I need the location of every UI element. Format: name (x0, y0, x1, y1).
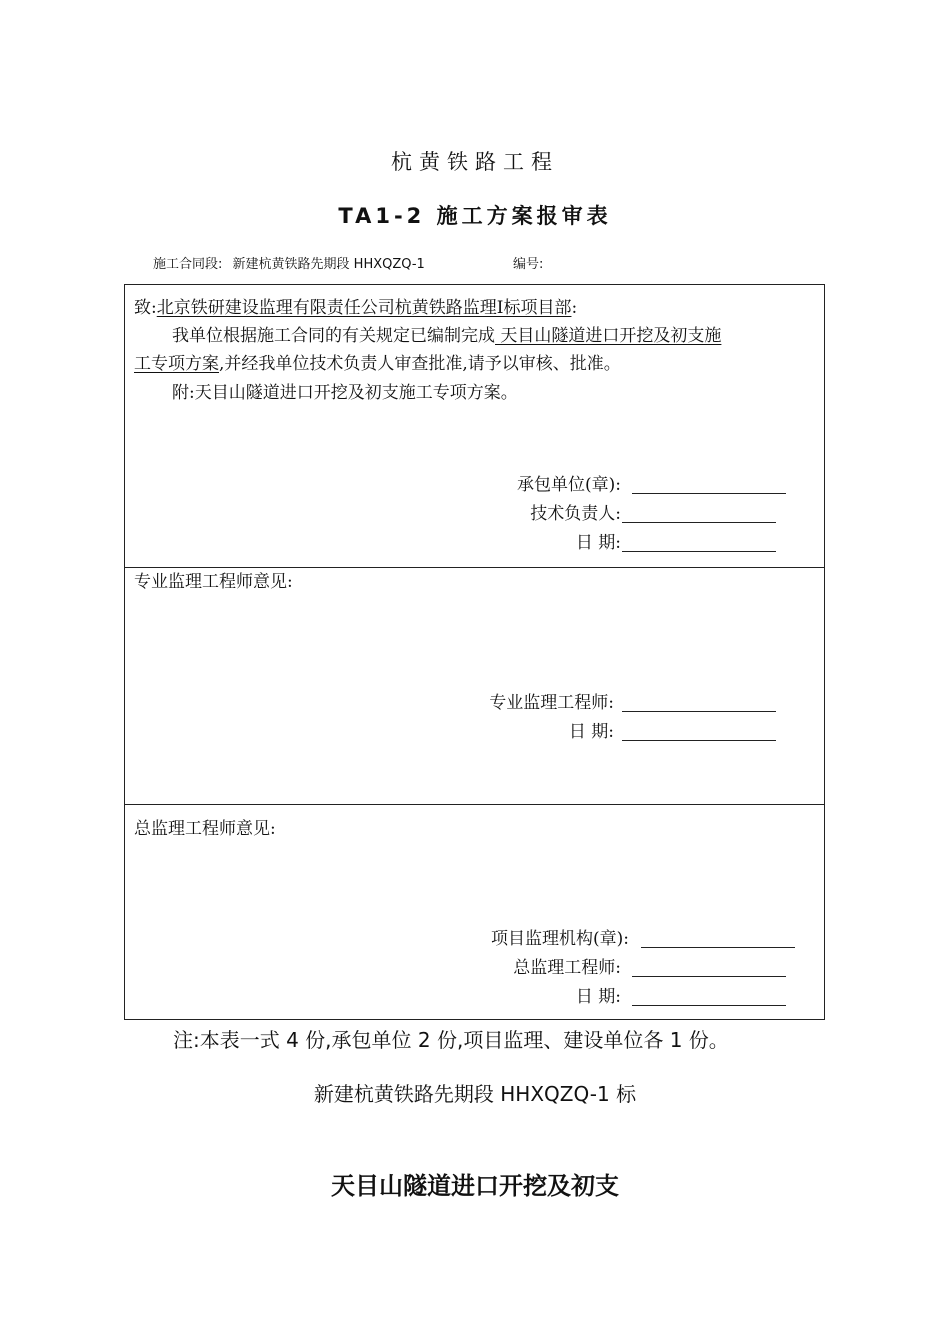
submission-date-line (622, 551, 776, 552)
contractor-seal-line (632, 493, 786, 494)
to-label: 致: (134, 298, 157, 318)
project-title: 杭黄铁路工程 (391, 150, 559, 174)
chief-engineer-line (632, 976, 786, 977)
submission-body-line1 (172, 322, 721, 351)
contract-section (153, 253, 425, 272)
form-number-label: 编号: (513, 257, 544, 272)
submission-date-label: 日 期: (575, 533, 621, 553)
body-prefix: 我单位根据施工合同的有关规定已编制完成 (172, 326, 495, 346)
specialist-opinion-heading: 专业监理工程师意见: (134, 572, 293, 592)
submission-body-line2 (134, 350, 621, 379)
approval-form-table (124, 284, 825, 1020)
addressee-line (134, 294, 577, 323)
body-suffix: ,并经我单位技术负责人审查批准,请予以审核、批准。 (219, 354, 621, 374)
contractor-seal-label: 承包单位(章): (517, 475, 621, 495)
recipient-name: 北京铁研建设监理有限责任公司杭黄铁路监理Ⅰ标项目部 (156, 298, 572, 318)
chief-engineer-label: 总监理工程师: (513, 958, 621, 978)
plan-name-part2: 工专项方案 (134, 354, 219, 374)
attachment-line: 附:天目山隧道进口开挖及初支施工专项方案。 (172, 383, 518, 403)
specialist-engineer-line (622, 711, 776, 712)
tech-lead-label: 技术负责人: (530, 504, 621, 524)
section-divider (125, 804, 824, 805)
specialist-date-label: 日 期: (568, 722, 614, 742)
form-title: TA1-2 施工方案报审表 (338, 204, 612, 228)
specialist-date-line (622, 740, 776, 741)
contract-value: 新建杭黄铁路先期段 HHXQZQ-1 (232, 257, 425, 272)
section-name: 新建杭黄铁路先期段 HHXQZQ-1 标 (313, 1082, 637, 1106)
supervision-agency-line (641, 947, 795, 948)
chief-date-line (632, 1005, 786, 1006)
plan-title: 天目山隧道进口开挖及初支 (331, 1172, 619, 1200)
specialist-engineer-label: 专业监理工程师: (489, 693, 614, 713)
form-footnote: 注:本表一式 4 份,承包单位 2 份,项目监理、建设单位各 1 份。 (173, 1028, 729, 1052)
recipient-colon: : (571, 298, 578, 318)
plan-name-part1: 天目山隧道进口开挖及初支施 (495, 326, 722, 346)
chief-opinion-heading: 总监理工程师意见: (134, 819, 276, 839)
supervision-agency-label: 项目监理机构(章): (491, 929, 629, 949)
contract-label: 施工合同段: (153, 257, 223, 272)
tech-lead-line (622, 522, 776, 523)
chief-date-label: 日 期: (575, 987, 621, 1007)
